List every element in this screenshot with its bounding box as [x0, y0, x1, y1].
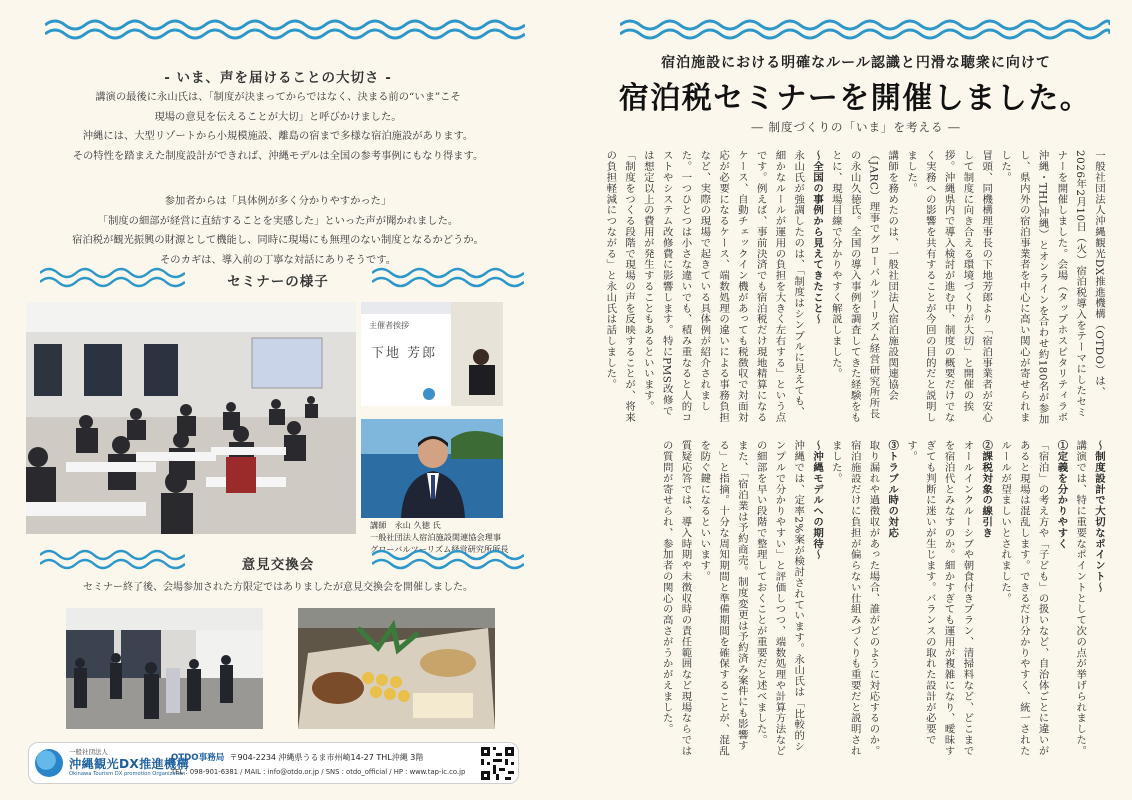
text-line: 「制度の細部が経営に直結することを実感した」といった声が聞かれました。 — [97, 214, 459, 227]
exchange-text: セミナー終了後、会場参加された方限定ではありましたが意見交換会を開催しました。 — [83, 582, 473, 593]
wave-divider — [45, 19, 525, 41]
text-line: 講演の最後に永山氏は、「制度が決まってからではなく、決まる前の“いま”こそ — [95, 91, 461, 103]
org-english-name: Okinawa Tourism DX promotion Organization — [69, 771, 186, 777]
section-title-exchange: 意見交換会 — [241, 557, 315, 573]
paragraph: 一般社団法人沖縄観光DX推進機構（OTDO）は、2026年2月10日（火）宿泊税導入をテーマにしたセミナーを開催しました。会場（タップホスピタリティラボ沖縄・THL沖縄）とオンラインを合わせ約180名が参加し、県内外の宿泊事業者を中心に高い関心が寄せられました。 — [999, 150, 1105, 425]
text-line: その特性を踏まえた制度設計ができれば、沖縄モデルは全国の参考事例にもなり得ます。 — [72, 149, 484, 162]
qr-code-icon[interactable] — [481, 747, 514, 780]
paragraph: オールインクルーシブや朝食付きプラン、清掃料など、どこまでを宿泊代とみなすのか。細かすぎても運用が複雑になり、曖昧すぎても判断に迷いが生じます。バランスの取れた設計が必要です。 — [905, 440, 974, 757]
article-body-lower — [572, 440, 1108, 758]
point-heading: ②課税対象の線引き — [980, 440, 993, 539]
paragraph: 講師を務めたのは、一般社団法人宿泊施設関連協会（JARC）理事でグローバルツーリズム経営研究所所長の永山久徳氏。全国の導入事例を調査してきた経験をもとに、現場目線で分かりやすく解説しました。 — [829, 150, 899, 423]
address-text: 〒904-2234 沖縄県うるま市州崎14-27 THL沖縄 3階 — [229, 753, 424, 762]
point-heading: ③トラブル時の対応 — [886, 440, 899, 539]
lecturer-portrait-photo — [361, 419, 503, 518]
article-body-upper — [572, 150, 1108, 425]
section-voice-body — [28, 88, 528, 270]
office-address — [171, 751, 423, 763]
section-heading: ～制度設計で大切なポイント～ — [1093, 440, 1105, 593]
buffet-food-photo — [298, 608, 495, 729]
text-line: 宿泊税が観光振興の財源として機能し、同時に現場にも無理のない制度となるかどうか。 — [72, 234, 484, 247]
section-title-voice: - いま、声を届けることの大切さ - — [164, 70, 392, 86]
text-line: そのカギは、導入前の丁寧な対話にありそうです。 — [159, 253, 396, 266]
org-type: 一般社団法人 — [69, 748, 108, 756]
text-line — [28, 166, 528, 186]
seminar-room-photo — [26, 302, 356, 534]
section-heading: ～沖縄モデルへの期待～ — [811, 440, 824, 560]
paragraph: 講演では、特に重要なポイントとして次の点が挙げられました。 — [1074, 440, 1087, 757]
wave-divider — [372, 267, 524, 289]
paragraph: また、「宿泊業は予約商売。制度変更は予約済み案件にも影響する」と指摘。十分な周知期間と準備期間を確保することが、混乱を防ぐ鍵になるといいます。 — [698, 440, 748, 757]
caption-title: 講師 永山 久徳 氏 — [370, 520, 441, 530]
paragraph: 冒頭、同機構理事長の下地芳郎より「宿泊事業者が安心して制度に向き合える環境づくりが大切」と開催の挨拶。沖縄県内で導入検討が進む中、制度の概要だけでなく実務への影響を共有することが今回の目的だと説明しました。 — [905, 150, 993, 423]
wave-divider — [372, 549, 524, 571]
office-label: OTDO事務局 — [171, 753, 225, 763]
paragraph: 質疑応答では、導入時期や未徴収時の責任範囲など現場ならではの質問が寄せられ、参加者の関心の高さがうかがえました。 — [660, 440, 692, 757]
footer-org-info — [28, 742, 519, 784]
article-tagline: ― 制度づくりの「いま」を考える ― — [751, 120, 961, 134]
text-line: 現場の意見を伝えることが大切」と呼びかけました。 — [154, 110, 402, 123]
caption-line: 一般社団法人宿泊施設関連協会理事 — [370, 532, 502, 542]
paragraph: 取り漏れや過徴収があった場合、誰がどのように対応するのか。宿泊施設だけに負担が偏らない仕組みづくりも重要だと説明されました。 — [829, 440, 880, 757]
paragraph: 永山氏が強調したのは、「制度はシンプルに見えても、細かなルールが運用の負担を大きく左右する」という点です。例えば、事前決済でも宿泊税だけ現地精算になるケース、自動チェックイン機があっても税徴収で対面対応が必要になるケース、端数処理の違いによる事務負担など、実際の現場で起きている具体例が紹介されました。一つひとつは小さな違いでも、積み重なると人的コストやシステム改修費に影響します。特にPMS改修では想定以上の費用が発生することもあるといいます。 — [641, 150, 805, 423]
otdo-logo-icon — [35, 749, 63, 777]
text-line: 参加者からは「具体例が多く分かりやすかった」 — [164, 194, 392, 207]
article-title: 宿泊税セミナーを開催しました。 — [618, 81, 1092, 116]
section-heading: ～全国の事例から見えてきたこと～ — [811, 150, 824, 325]
section-title-seminar: セミナーの様子 — [227, 274, 329, 290]
point-heading: ①定義を分かりやすく — [1055, 440, 1068, 549]
text-line: 沖縄には、大型リゾートから小規模施設、離島の宿まで多様な宿泊施設があります。 — [82, 130, 474, 143]
paragraph: 「制度をつくる段階で現場の声を反映することが、将来の負担軽減につながる」と永山氏は話しました。 — [604, 150, 636, 423]
slide-heading: 主催者挨拶 — [369, 321, 409, 330]
slide-name: 下地 芳郎 — [371, 346, 438, 361]
article-subtitle: 宿泊施設における明確なルール認識と円滑な聴衆に向けて — [661, 55, 1051, 71]
paragraph: 「宿泊」の考え方や「子ども」の扱いなど、自治体ごとに違いがあると現場は混乱します。できるだけ分かりやすく、統一されたルールが望ましいとされました。 — [999, 440, 1049, 757]
exchange-room-photo — [66, 608, 263, 729]
contact-info[interactable]: TEL : 098-901-6381 / MAIL : info@otdo.or.jp / SNS : otdo_official / HP : www.tap-ic.co.jp — [171, 768, 466, 776]
caption-line: グローバルツーリズム経営研究所所長 — [370, 544, 509, 554]
wave-divider — [620, 19, 1110, 41]
org-name: 沖縄観光DX推進機構 — [69, 757, 190, 771]
paragraph: 沖縄では、定率2%案が検討されています。永山氏は「比較的シンプルで分かりやすい」と評価しつつ、端数処理や計算方法などの細部を早い段階で整理しておくことが重要だと述べました。 — [754, 440, 805, 757]
speaker-slide-photo — [361, 302, 503, 406]
